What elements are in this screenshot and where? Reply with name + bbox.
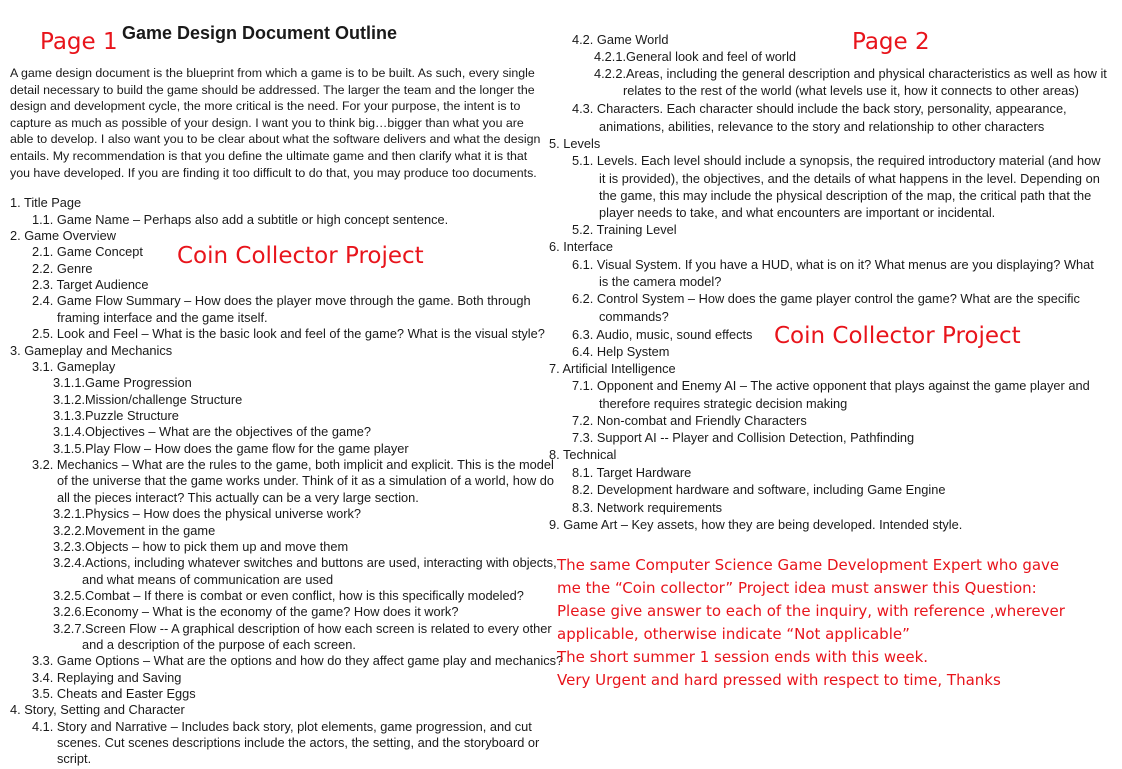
outline-item: 3.4. Replaying and Saving: [32, 670, 182, 685]
outline-item: 2. Game Overview: [10, 228, 116, 243]
outline-item: 3.2. Mechanics – What are the rules to the game, both implicit and explicit. This is the model: [32, 457, 554, 472]
outline-item: and what means of communication are used: [82, 572, 334, 587]
coin-collector-label-right: Coin Collector Project: [774, 323, 1021, 349]
outline-item: 5.2. Training Level: [572, 222, 677, 237]
outline-item: 8. Technical: [549, 447, 617, 462]
outline-item: is the camera model?: [599, 274, 722, 289]
outline-item: 3.2.3.Objects – how to pick them up and move them: [53, 539, 349, 554]
outline-item: 4.2. Game World: [572, 32, 669, 47]
outline-item: 2.2. Genre: [32, 261, 93, 276]
intro-line: A game design document is the blueprint from which a game is to be built. As such, every single: [10, 66, 535, 80]
intro-line: entails. My recommendation is that you define the ultimate game and then clarify what it is that: [10, 148, 528, 163]
outline-item: 7.1. Opponent and Enemy AI – The active opponent that plays against the game player and: [572, 378, 1090, 393]
outline-item: 1. Title Page: [10, 195, 82, 210]
intro-line: design and development cycle, the more critical is the need. For your purpose, the intent is to: [10, 99, 521, 114]
outline-item: animations, abilities, relevance to the story and relationship to other characters: [599, 119, 1045, 134]
intro-paragraph: [10, 65, 540, 181]
request-note-line: applicable, otherwise indicate “Not applicable”: [557, 625, 910, 643]
outline-item: 3. Gameplay and Mechanics: [10, 343, 173, 358]
outline-item: 3.1.1.Game Progression: [53, 375, 192, 390]
outline-item: 3.2.6.Economy – What is the economy of the game? How does it work?: [53, 604, 459, 619]
outline-item: 7.3. Support AI -- Player and Collision Detection, Pathfinding: [572, 430, 915, 445]
outline-item: 4.2.1.General look and feel of world: [594, 49, 797, 64]
outline-item: 3.1. Gameplay: [32, 359, 116, 374]
outline-item: 5.1. Levels. Each level should include a synopsis, the required introductory material (and how: [572, 153, 1101, 168]
page-2-label: Page 2: [852, 29, 930, 55]
page-title: Game Design Document Outline: [122, 23, 398, 43]
outline-item: 1.1. Game Name – Perhaps also add a subtitle or high concept sentence.: [32, 212, 449, 227]
coin-collector-label-left: Coin Collector Project: [177, 243, 424, 269]
outline-item: framing interface and the game itself.: [57, 310, 268, 325]
outline-item: 5. Levels: [549, 136, 601, 151]
outline-item: 6.3. Audio, music, sound effects: [572, 327, 753, 342]
outline-item: of the universe that the game works under. Think of it as a simulation of a world, how do: [57, 473, 554, 488]
request-note-line: The short summer 1 session ends with this week.: [557, 648, 929, 666]
outline-item: 4.2.2.Areas, including the general description and physical characteristics as well as how it: [594, 66, 1107, 81]
outline-item: 3.2.4.Actions, including whatever switches and buttons are used, interacting with objects,: [53, 555, 557, 570]
outline-item: therefore requires strategic decision making: [599, 396, 848, 411]
outline-item: 7. Artificial Intelligence: [549, 361, 676, 376]
outline-item: 3.2.2.Movement in the game: [53, 523, 216, 538]
request-note-line: Please give answer to each of the inquiry, with reference ,wherever: [557, 602, 1065, 620]
outline-item: 6.1. Visual System. If you have a HUD, what is on it? What menus are you displaying? What: [572, 257, 1094, 272]
outline-item: 3.2.5.Combat – If there is combat or even conflict, how is this specifically modeled?: [53, 588, 524, 603]
outline-item: 4.3. Characters. Each character should include the back story, personality, appearance,: [572, 101, 1067, 116]
outline-item: 3.1.4.Objectives – What are the objectives of the game?: [53, 424, 371, 439]
outline-item: 4.1. Story and Narrative – Includes back story, plot elements, game progression, and cut: [32, 719, 532, 734]
outline-item: 3.3. Game Options – What are the options and how do they affect game play and mechanics?: [32, 653, 564, 668]
outline-item: 4. Story, Setting and Character: [10, 702, 185, 717]
outline-item: 3.2.1.Physics – How does the physical universe work?: [53, 506, 361, 521]
outline-item: 3.1.2.Mission/challenge Structure: [53, 392, 243, 407]
outline-item: 3.1.3.Puzzle Structure: [53, 408, 179, 423]
outline-item: 8.1. Target Hardware: [572, 465, 692, 480]
outline-item: 9. Game Art – Key assets, how they are being developed. Intended style.: [549, 517, 963, 532]
outline-item: 2.1. Game Concept: [32, 244, 143, 259]
outline-item: commands?: [599, 309, 669, 324]
outline-item: 2.3. Target Audience: [32, 277, 149, 292]
outline-item: 3.5. Cheats and Easter Eggs: [32, 686, 196, 701]
request-note-line: The same Computer Science Game Development Expert who gave: [557, 556, 1060, 574]
outline-item: player needs to take, and what encounters are important or incidental.: [599, 205, 996, 220]
outline-item: it is provided), the objectives, and the details of what happens in the level. Depending on: [599, 171, 1100, 186]
request-note-line: Very Urgent and hard pressed with respect to time, Thanks: [557, 671, 1001, 689]
outline-item: and a description of the purpose of each screen.: [82, 637, 356, 652]
request-note-line: me the “Coin collector” Project idea must answer this Question:: [557, 579, 1037, 597]
outline-item: relates to the rest of the world (what levels use it, how it connects to other areas): [623, 83, 1079, 98]
outline-item: 2.4. Game Flow Summary – How does the player move through the game. Both through: [32, 293, 531, 308]
outline-item: 7.2. Non-combat and Friendly Characters: [572, 413, 807, 428]
outline-item: 6.2. Control System – How does the game player control the game? What are the specific: [572, 291, 1080, 306]
outline-item: 3.2.7.Screen Flow -- A graphical description of how each screen is related to every other: [53, 621, 552, 636]
outline-item: scenes. Cut scenes descriptions include the actors, the setting, and the storyboard or: [57, 735, 540, 750]
outline-item: 8.3. Network requirements: [572, 500, 723, 515]
intro-line: capture as much as possible of your design. I want you to think big…bigger than what you are: [10, 115, 524, 130]
intro-line: you have developed. If you are finding it too difficult to do that, you may produce too documents.: [10, 165, 537, 180]
outline-item: 6. Interface: [549, 239, 614, 254]
outline-item: script.: [57, 751, 92, 766]
outline-item: 8.2. Development hardware and software, including Game Engine: [572, 482, 946, 497]
page-1-label: Page 1: [40, 29, 118, 55]
outline-item: 2.5. Look and Feel – What is the basic look and feel of the game? What is the visual style?: [32, 326, 545, 341]
intro-line: detail necessary to build the game should be addressed. The larger the team and the longer the: [10, 82, 535, 97]
request-note: [557, 554, 1065, 692]
outline-item: 6.4. Help System: [572, 344, 670, 359]
intro-line: able to develop. I also want you to be clear about what the software delivers and what the design: [10, 132, 541, 147]
outline-item: the game, this may include the physical description of the map, the critical path that the: [599, 188, 1092, 203]
outline-item: 3.1.5.Play Flow – How does the game flow for the game player: [53, 441, 409, 456]
outline-item: all the pieces interact? This actually can be a very large section.: [57, 490, 419, 505]
